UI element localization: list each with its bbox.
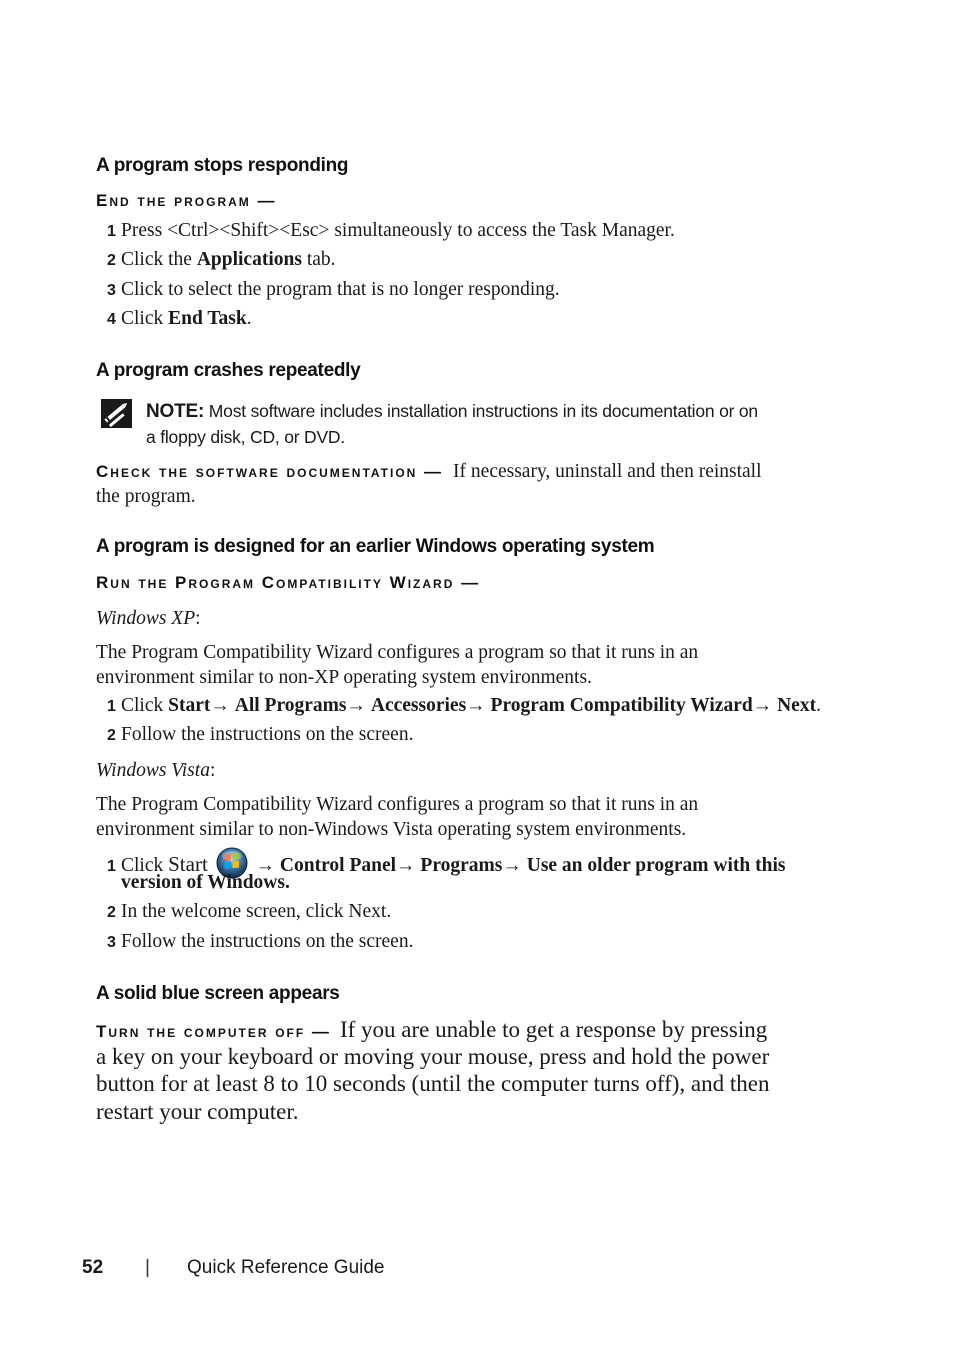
note-line-2: a floppy disk, CD, or DVD.: [146, 427, 346, 447]
footer-title: Quick Reference Guide: [187, 1257, 385, 1278]
step-4-end-task: 4 Click End Task.: [107, 308, 252, 329]
blue-screen-paragraph-line-4: restart your computer.: [96, 1099, 299, 1124]
arrow-icon: →: [752, 695, 773, 716]
vista-step-2: 2 In the welcome screen, click Next.: [107, 901, 392, 922]
blue-screen-paragraph-line-3: button for at least 8 to 10 seconds (until the computer turns off), and then: [96, 1071, 770, 1096]
arrow-icon: →: [396, 855, 416, 876]
runin-compatibility-wizard: Run the Program Compatibility Wizard —: [96, 573, 481, 592]
runin-turn-off: Turn the computer off —: [96, 1022, 331, 1041]
vista-paragraph-line-2: environment similar to non-Windows Vista operating system environments.: [96, 819, 687, 840]
arrow-icon: →: [466, 695, 486, 716]
vista-step-1-continued: version of Windows.: [121, 872, 290, 893]
step-1-press-keys: 1 Press <Ctrl><Shift><Esc> simultaneously to access the Task Manager.: [107, 220, 675, 241]
xp-step-1: 1 Click Start→ All Programs→ Accessories→ Program Compatibility Wizard→ Next.: [107, 695, 821, 716]
heading-blue-screen: A solid blue screen appears: [96, 983, 340, 1004]
arrow-icon: →: [346, 695, 366, 716]
step-3-select-program: 3 Click to select the program that is no longer responding.: [107, 279, 560, 300]
step-2-applications-tab: 2 Click the Applications tab.: [107, 249, 336, 270]
windows-vista-label: Windows Vista:: [96, 760, 216, 781]
xp-paragraph-line-2: environment similar to non-XP operating system environments.: [96, 667, 592, 688]
vista-step-1: 1 Click Start → Control Panel→ Programs→ Use an older program with this: [107, 847, 785, 879]
footer-separator: |: [145, 1257, 150, 1278]
xp-step-2: 2 Follow the instructions on the screen.: [107, 724, 414, 745]
arrow-icon: →: [502, 855, 522, 876]
pencil-note-icon: [101, 399, 132, 428]
runin-check-software: Check the software documentation —: [96, 462, 444, 481]
note-label: NOTE:: [146, 401, 205, 422]
vista-paragraph-line-1: The Program Compatibility Wizard configures a program so that it runs in an: [96, 794, 699, 815]
heading-crashes-repeatedly: A program crashes repeatedly: [96, 360, 361, 381]
blue-screen-paragraph-line-1: Turn the computer off — If you are unable to get a response by pressing: [96, 1017, 768, 1042]
xp-paragraph-line-1: The Program Compatibility Wizard configures a program so that it runs in an: [96, 642, 699, 663]
heading-earlier-windows: A program is designed for an earlier Windows operating system: [96, 536, 655, 557]
runin-end-program: End the program —: [96, 191, 277, 210]
page-number: 52: [82, 1257, 104, 1278]
windows-xp-label: Windows XP:: [96, 608, 201, 629]
heading-stops-responding: A program stops responding: [96, 155, 349, 176]
check-documentation-line-2: the program.: [96, 486, 196, 507]
blue-screen-paragraph-line-2: a key on your keyboard or moving your mouse, press and hold the power: [96, 1044, 770, 1069]
note-line-1: NOTE: Most software includes installation instructions in its documentation or on: [146, 401, 758, 422]
arrow-icon: →: [210, 695, 230, 716]
vista-step-3: 3 Follow the instructions on the screen.: [107, 931, 414, 952]
arrow-icon: →: [255, 855, 276, 876]
check-documentation-paragraph: Check the software documentation — If necessary, uninstall and then reinstall: [96, 461, 762, 482]
